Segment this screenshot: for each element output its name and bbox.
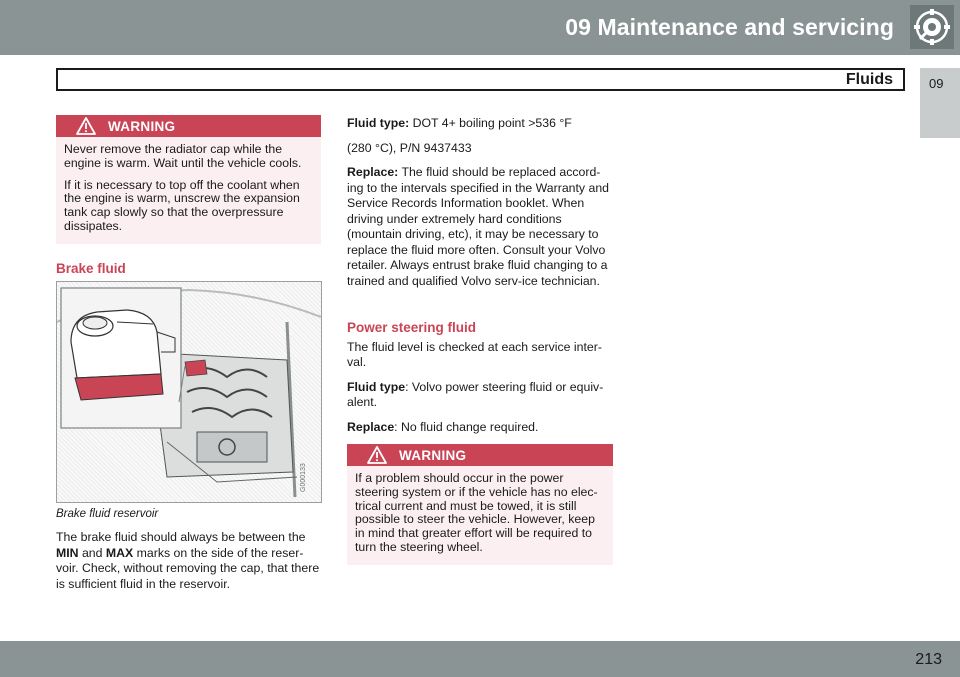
warning-paragraph: If a problem should occur in the power steering system or if the vehicle has no elec-trical current and must be towed, it is still possible to steer the vehicle. However, keep in mind that greater effort will be required to turn the steering wheel. (355, 471, 598, 554)
section-bar (56, 68, 905, 91)
warning-body (347, 466, 613, 565)
power-steering-section (347, 320, 614, 444)
page-number: 213 (915, 651, 942, 668)
brake-fluid-heading-wrap (56, 261, 321, 277)
replace-text: The fluid should be replaced accord-ing to the intervals specified in the Warranty and Service Records Information booklet. When driving under extremely hard conditions (mountain driving, etc), it may be necessary to replace the fluid more often. Consult your Volvo retailer. Always entrust brake fluid changing to a trained and qualified Volvo serv-ice technician. (347, 165, 610, 288)
warning-box-coolant (56, 115, 321, 244)
body-text: marks on the side of the reser-voir. Check, without removing the cap, that there is sufficient fluid in the reservoir. (56, 545, 320, 591)
min-mark-label: MIN (56, 545, 79, 560)
brake-fluid-body (56, 530, 323, 601)
page-header (0, 0, 960, 55)
image-code: G000133 (300, 463, 307, 492)
chapter-tab-label: 09 (929, 76, 944, 91)
replace-paragraph (347, 165, 614, 289)
fluid-type-line (347, 116, 614, 132)
brake-fluid-paragraph (56, 530, 323, 592)
fluid-type-text: DOT 4+ boiling point >536 °F (409, 116, 572, 130)
brake-fluid-reservoir-illustration (56, 281, 322, 503)
max-mark-label: MAX (105, 545, 134, 560)
warning-box-power-steering (347, 444, 613, 565)
power-steering-heading: Power steering fluid (347, 320, 477, 335)
warning-triangle-icon (76, 117, 96, 135)
body-text: The brake fluid should always be between the (56, 530, 306, 544)
warning-header (56, 115, 321, 137)
fluid-type-text: : Volvo power steering fluid or equiv-alent. (347, 379, 604, 409)
power-steering-fluid-type (347, 380, 614, 411)
fluid-type-label: Fluid type: (347, 116, 410, 130)
warning-label: WARNING (108, 119, 176, 134)
engine-bay-drawing (57, 282, 321, 502)
fluid-type-label: Fluid type (347, 379, 406, 394)
warning-body (56, 137, 321, 244)
warning-label: WARNING (399, 448, 467, 463)
wrench-gear-icon (910, 5, 954, 49)
figure-caption: Brake fluid reservoir (56, 508, 159, 520)
warning-triangle-icon (367, 446, 387, 464)
fluid-type-continued: (280 °C), P/N 9437433 (347, 140, 472, 155)
brake-fluid-heading: Brake fluid (56, 261, 126, 276)
replace-text: : No fluid change required. (394, 419, 539, 434)
warning-header (347, 444, 613, 466)
right-column (347, 116, 614, 298)
body-text: and (78, 545, 106, 560)
page-footer (0, 641, 960, 677)
power-steering-intro: The fluid level is checked at each service inter-val. (347, 339, 602, 369)
chapter-tab[interactable] (920, 68, 960, 138)
power-steering-replace (347, 420, 614, 436)
warning-paragraph: Never remove the radiator cap while the engine is warm. Wait until the vehicle cools. (64, 142, 302, 170)
section-title: Fluids (845, 71, 893, 88)
warning-paragraph: If it is necessary to top off the coolant when the engine is warm, unscrew the expansion tank cap slowly so that the overpressure dissipates. (64, 177, 300, 233)
chapter-title: 09 Maintenance and servicing (565, 14, 894, 40)
replace-label: Replace (347, 419, 395, 434)
replace-label: Replace: (347, 165, 399, 179)
